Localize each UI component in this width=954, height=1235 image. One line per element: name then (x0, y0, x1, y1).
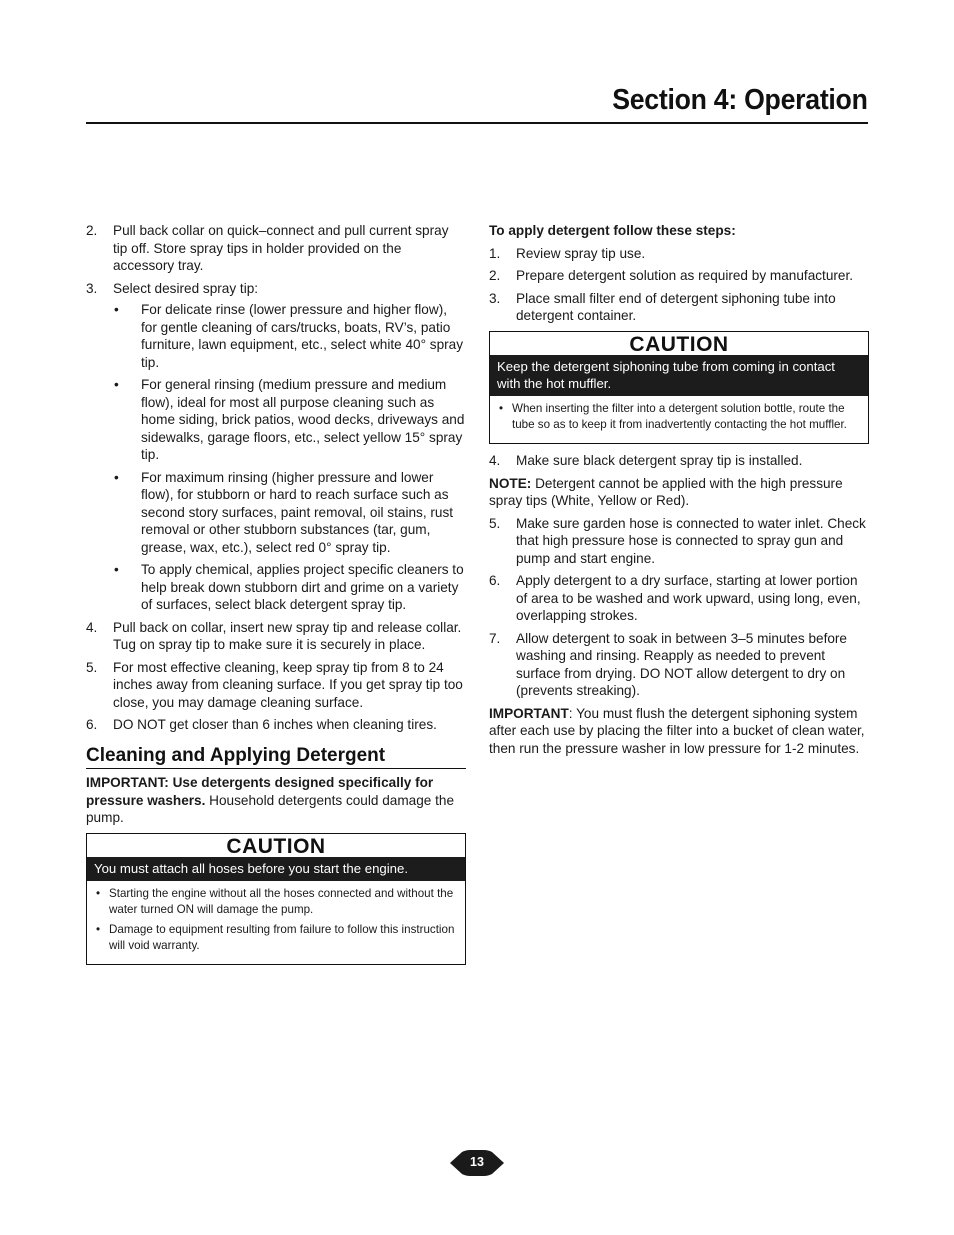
list-item (489, 267, 869, 285)
left-column (86, 222, 466, 965)
list-item-text: Select desired spray tip: (113, 280, 259, 296)
bullet-icon: • (114, 302, 119, 317)
list-item-text: Apply detergent to a dry surface, starting at lower portion of area to be washed and work upward, using long, even, overlapping strokes. (516, 573, 861, 623)
note-label: NOTE: (489, 475, 532, 491)
list-item-number: 4. (86, 619, 98, 635)
page-number: 13 (470, 1155, 484, 1169)
list-item (489, 245, 869, 263)
important-text: Household detergents could damage the pump. (86, 792, 455, 825)
list-item-text: Make sure black detergent spray tip is installed. (516, 453, 803, 468)
list-item (86, 659, 466, 712)
bullet-icon: • (499, 402, 504, 415)
list-item (86, 716, 466, 734)
list-item-number: 4. (489, 453, 501, 468)
bullet-item (113, 561, 466, 614)
important-paragraph (86, 774, 466, 827)
title-rule (86, 122, 868, 124)
list-item (86, 280, 466, 614)
list-item (86, 619, 466, 654)
important-label: IMPORTANT (489, 705, 569, 721)
important-text: : You must flush the detergent siphoning system after each use by placing the filter into a bucket of clean water, then run the pressure washer in low pressure for 1-2 minutes. (489, 705, 865, 756)
caution-title: CAUTION (226, 834, 326, 858)
list-item-number: 6. (489, 573, 501, 588)
caution-bullet-list (87, 881, 465, 964)
list-item (489, 452, 869, 470)
list-item-number: 6. (86, 717, 98, 732)
steps-title: To apply detergent follow these steps: (489, 223, 736, 238)
caution-bullet (94, 922, 459, 954)
list-item-text: Review spray tip use. (516, 245, 646, 261)
caution-box (86, 833, 466, 966)
caution-bar: You must attach all hoses before you start the engine. (87, 857, 465, 881)
caution-bar: Keep the detergent siphoning tube from coming in contact with the hot muffler. (490, 355, 868, 396)
caution-bullet-list (490, 396, 868, 443)
important-paragraph (489, 705, 869, 758)
bullet-icon: • (96, 923, 101, 936)
list-item (489, 290, 869, 325)
bullet-text: For maximum rinsing (higher pressure and lower flow), for stubborn or hard to reach surface such as second story surfaces, paint removal, oil stains, rust removal or other stubborn substances (tar, gum, grease, wax, etc.), select red 0° spray tip. (141, 469, 454, 555)
bullet-icon: • (114, 562, 119, 577)
right-column (489, 222, 869, 762)
caution-bullet-text: Damage to equipment resulting from failure to follow this instruction will void warranty. (109, 923, 455, 952)
bullet-item (113, 301, 466, 371)
bullet-icon: • (96, 887, 101, 900)
list-item (489, 572, 869, 625)
section-subheading: Cleaning and Applying Detergent (86, 747, 466, 770)
list-item-text: For most effective cleaning, keep spray tip from 8 to 24 inches away from cleaning surface. If you get spray tip too close, you may damage cleaning surface. (113, 659, 463, 710)
list-item-text: Place small filter end of detergent siphoning tube into detergent container. (516, 290, 836, 323)
list-item-number: 1. (489, 245, 501, 261)
page-number-badge (448, 1149, 506, 1177)
note-text: Detergent cannot be applied with the high pressure spray tips (White, Yellow or Red). (489, 475, 843, 508)
caution-bullet-text: When inserting the filter into a detergent solution bottle, route the tube so as to keep it from inadvertently contacting the hot muffler. (512, 402, 847, 431)
note-paragraph (489, 475, 869, 510)
section-title: Section 4: Operation (612, 84, 868, 116)
list-item-text: DO NOT get closer than 6 inches when cleaning tires. (113, 717, 437, 732)
list-item-number: 2. (86, 223, 98, 238)
caution-bullet (94, 886, 459, 918)
list-item (489, 630, 869, 700)
caution-bullet-text: Starting the engine without all the hoses connected and without the water turned ON will damage the pump. (109, 887, 454, 916)
caution-box (489, 331, 869, 445)
important-bold-text: IMPORTANT: Use detergents designed specifically for pressure washers. (86, 775, 434, 808)
list-item (86, 222, 466, 275)
list-item-text: Allow detergent to soak in between 3–5 minutes before washing and rinsing. Reapply as needed to prevent surface from drying. DO NOT allow detergent to dry on (prevents streaking). (516, 630, 847, 698)
list-item-text: Make sure garden hose is connected to water inlet. Check that high pressure hose is connected to spray gun and pump and start engine. (516, 515, 866, 566)
list-item-number: 5. (86, 659, 98, 675)
list-item (489, 515, 869, 568)
caution-bullet (497, 401, 862, 433)
bullet-icon: • (114, 377, 119, 392)
list-item-number: 3. (489, 290, 501, 306)
bullet-item (113, 469, 466, 557)
list-item-number: 7. (489, 630, 501, 646)
caution-title: CAUTION (629, 332, 729, 356)
bullet-item (113, 376, 466, 464)
bullet-text: For delicate rinse (lower pressure and higher flow), for gentle cleaning of cars/trucks, boats, RV’s, patio furniture, lawn equipment, etc., select white 40° spray tip. (141, 302, 464, 370)
list-item-number: 3. (86, 280, 98, 296)
list-item-text: Prepare detergent solution as required by manufacturer. (516, 268, 854, 283)
bullet-text: For general rinsing (medium pressure and medium flow), ideal for most all purpose cleaning such as home siding, brick patios, wood decks, driveways and sidewalks, garage floors, etc., select yellow 15° spray tip. (141, 377, 465, 462)
list-item-text: Pull back collar on quick–connect and pull current spray tip off. Store spray tips in holder provided on the accessory tray. (113, 223, 449, 273)
list-item-text: Pull back on collar, insert new spray tip and release collar. Tug on spray tip to make sure it is securely in place. (113, 619, 462, 652)
bullet-icon: • (114, 469, 119, 485)
spray-tip-bullet-list (113, 301, 466, 614)
list-item-number: 2. (489, 268, 501, 283)
list-item-number: 5. (489, 515, 501, 531)
bullet-text: To apply chemical, applies project specific cleaners to help break down stubborn dirt and grime on a variety of surfaces, select black detergent spray tip. (141, 562, 464, 612)
